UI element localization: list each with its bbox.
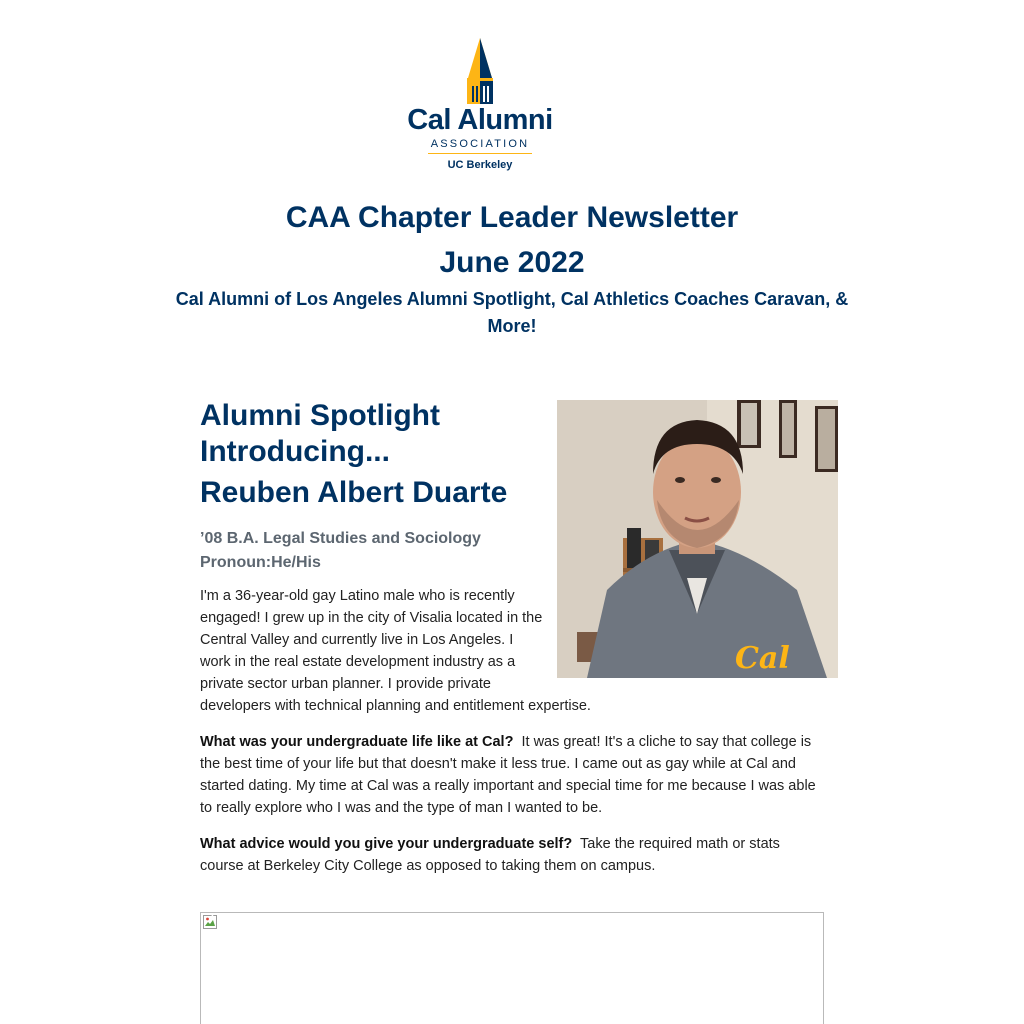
logo-divider [428,153,532,154]
logo-school: UC Berkeley [447,159,513,171]
alumni-degree: ’08 B.A. Legal Studies and Sociology [200,530,481,547]
svg-text:Cal: Cal [735,641,790,676]
qa-answer: Take the required math or stats course at Berkeley City College as opposed to taking them on campus. [200,836,780,874]
newsletter-date: June 2022 [439,246,585,279]
broken-image-icon [202,914,218,930]
qa-question: What advice would you give your undergraduate self? [200,836,573,852]
alumni-photo [557,400,838,678]
alumni-spotlight-section [200,398,824,877]
newsletter-subtitle: Cal Alumni of Los Angeles Alumni Spotlight, Cal Athletics Coaches Caravan, & More! [175,289,849,336]
campanile-icon [404,34,556,106]
qa-question: What was your undergraduate life like at Cal? [200,734,514,750]
alumni-name: Reuben Albert Duarte [200,476,508,509]
qa-answer: It was great! It's a cliche to say that college is the best time of your life but that doesn't make it less true. I came out as gay while at Cal and started dating. My time at Cal was a really important and special time for me because I was able to really explore who I was and the type of man I wanted to be. [200,734,816,816]
logo-association: ASSOCIATION [430,138,530,150]
portrait-photo-icon [557,400,838,678]
broken-image-placeholder[interactable] [200,912,824,1024]
alumni-intro: I'm a 36-year-old gay Latino male who is recently engaged! I grew up in the city of Visalia located in the Central Valley and currently live in Los Angeles. I work in the real estate development industry as a private sector urban planner. I provide private developers with technical planning and entitlement expertise. [200,588,591,714]
alumni-pronoun: Pronoun:He/His [200,554,321,571]
qa-item [200,731,824,819]
cal-alumni-logo[interactable] [404,34,556,176]
newsletter-title: CAA Chapter Leader Newsletter [285,201,739,234]
spotlight-heading-line1: Alumni Spotlight [200,399,440,432]
qa-item [200,833,824,877]
spotlight-heading-line2: Introducing... [200,435,390,468]
logo-name: Cal Alumni [407,104,553,136]
